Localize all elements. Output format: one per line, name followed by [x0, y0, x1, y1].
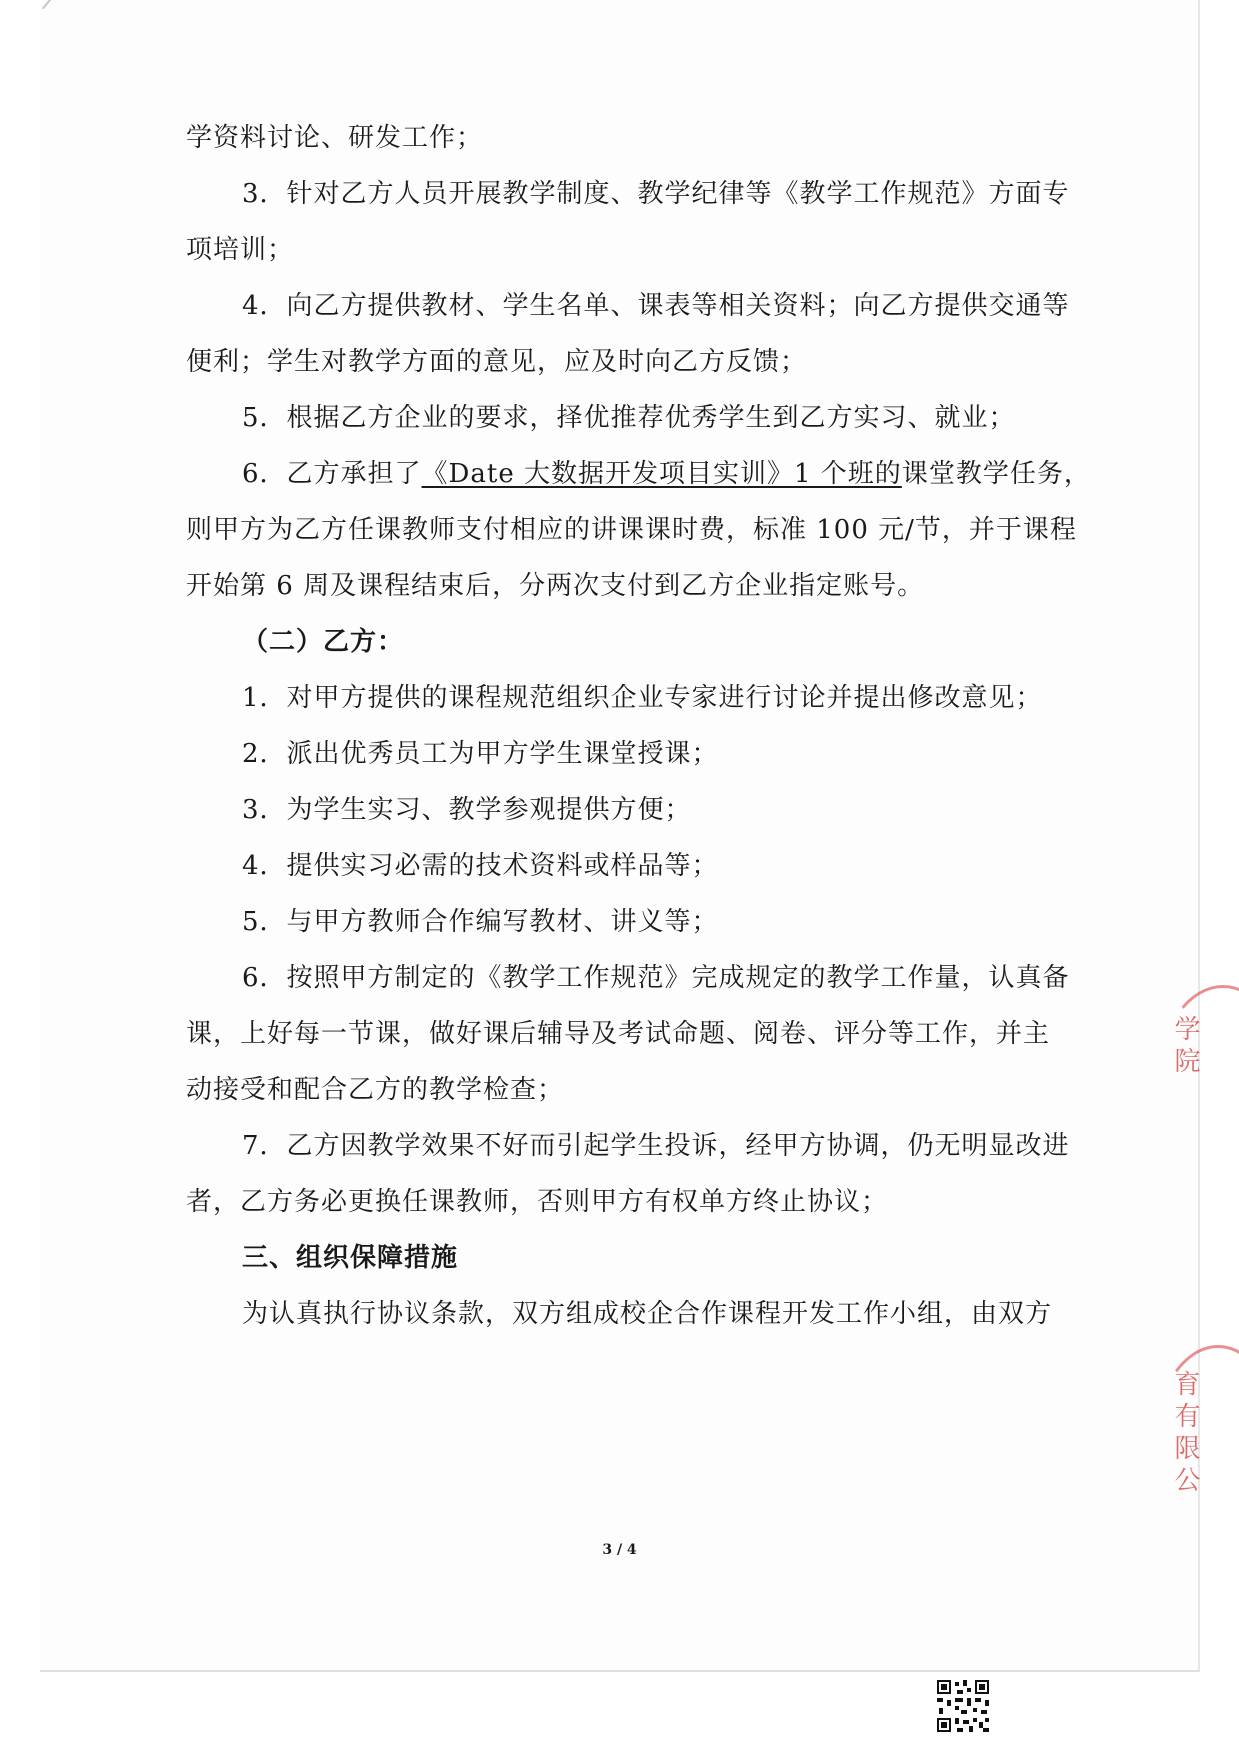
text-line: 3．为学生实习、教学参观提供方便； — [242, 795, 692, 825]
text-line: 则甲方为乙方任课教师支付相应的讲课课时费，标准 100 元/节，并于课程 — [186, 515, 1077, 545]
text-line: 4．提供实习必需的技术资料或样品等； — [242, 851, 719, 881]
text-line: 动接受和配合乙方的教学检查； — [186, 1075, 565, 1105]
text-line: 6．按照甲方制定的《教学工作规范》完成规定的教学工作量，认真备 — [242, 963, 1070, 993]
qr-code-icon — [935, 1678, 991, 1734]
text-line: 7．乙方因教学效果不好而引起学生投诉，经甲方协调，仍无明显改进 — [242, 1131, 1070, 1161]
text-line: 开始第 6 周及课程结束后，分两次支付到乙方企业指定账号。 — [186, 571, 925, 601]
text-line: 5．根据乙方企业的要求，择优推荐优秀学生到乙方实习、就业； — [242, 403, 1016, 433]
text-line: 便利；学生对教学方面的意见，应及时向乙方反馈； — [186, 347, 808, 377]
text-line: 学资料讨论、研发工作； — [186, 123, 484, 153]
text-line-with-underline — [242, 456, 1091, 492]
underlined-course-name: 《Date 大数据开发项目实训》1 个班的 — [421, 459, 902, 489]
text-line: 1．对甲方提供的课程规范组织企业专家进行讨论并提出修改意见； — [242, 683, 1043, 713]
text-line: 5．与甲方教师合作编写教材、讲义等； — [242, 907, 719, 937]
page-number: 3 / 4 — [602, 1542, 637, 1558]
text-line: 2．派出优秀员工为甲方学生课堂授课； — [242, 739, 719, 769]
section-heading: 三、组织保障措施 — [242, 1243, 459, 1273]
text-line: 4．向乙方提供教材、学生名单、课表等相关资料；向乙方提供交通等 — [242, 291, 1070, 321]
section-heading: （二）乙方： — [242, 627, 405, 657]
text-line: 者，乙方务必更换任课教师，否则甲方有权单方终止协议； — [186, 1187, 889, 1217]
text-line: 项培训； — [186, 235, 295, 265]
text-segment: 6．乙方承担了 — [242, 459, 422, 489]
seal-partial-lower: 育有限公 — [1170, 1370, 1200, 1498]
text-segment: 课堂教学任务， — [901, 459, 1091, 489]
text-line: 课，上好每一节课，做好课后辅导及考试命题、阅卷、评分等工作，并主 — [186, 1019, 1051, 1049]
text-line: 3．针对乙方人员开展教学制度、教学纪律等《教学工作规范》方面专 — [242, 179, 1070, 209]
text-line: 为认真执行协议条款，双方组成校企合作课程开发工作小组，由双方 — [242, 1299, 1053, 1329]
seal-partial-upper: 学院 — [1170, 1015, 1200, 1079]
